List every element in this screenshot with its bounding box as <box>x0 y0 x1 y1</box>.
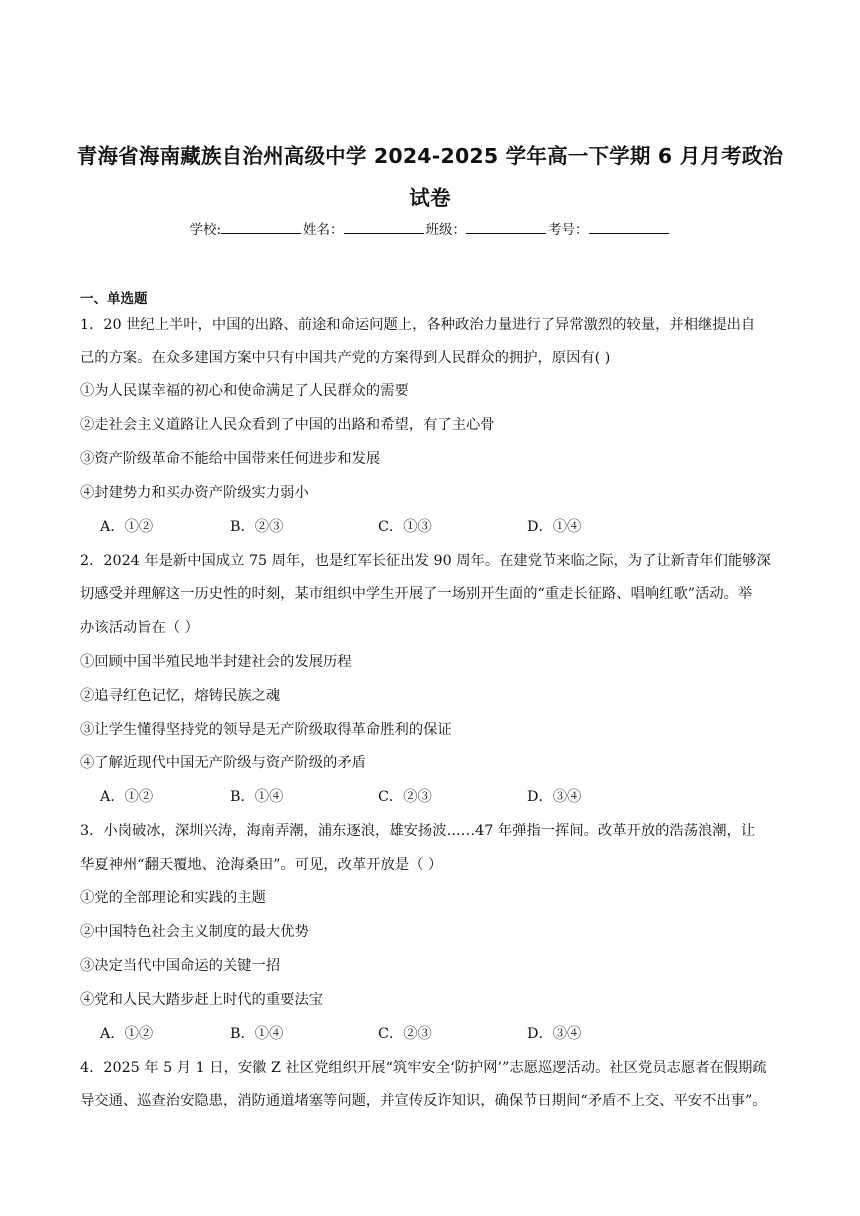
question-1-statement-4: ④封建势力和买办资产阶级实力弱小 <box>80 485 309 501</box>
question-1-stem-line-2: 己的方案。在众多建国方案中只有中国共产党的方案得到人民群众的拥护，原因有( ) <box>80 350 611 366</box>
question-3-statement-4: ④党和人民大踏步赶上时代的重要法宝 <box>80 992 324 1008</box>
name-blank[interactable] <box>344 221 424 234</box>
class-blank[interactable] <box>466 221 546 234</box>
question-3-option-c[interactable]: C．②③ <box>378 1026 432 1042</box>
question-4-stem-line-2: 导交通、巡查治安隐患，消防通道堵塞等问题，并宣传反诈知识，确保节日期间“矛盾不上交、平安不出事”。 <box>80 1093 767 1109</box>
class-label: 班级： <box>425 222 467 238</box>
question-1-option-d[interactable]: D．①④ <box>527 519 582 535</box>
question-3-stem-line-1: 3．小岗破冰，深圳兴涛，海南弄潮，浦东逐浪，雄安扬波……47 年弹指一挥间。改革开放的浩荡浪潮，让 <box>80 823 756 839</box>
question-2-statement-1: ①回顾中国半殖民地半封建社会的发展历程 <box>80 654 352 670</box>
exam-number-label: 考号： <box>548 222 589 238</box>
question-2-options <box>100 787 800 807</box>
question-1-options <box>100 517 800 537</box>
question-4-stem-line-1: 4．2025 年 5 月 1 日，安徽 Z 社区党组织开展“筑牢安全‘防护网’”志愿巡逻活动。社区党员志愿者在假期疏 <box>80 1060 767 1076</box>
question-2-option-b[interactable]: B．①④ <box>230 789 284 805</box>
page-title: 青海省海南藏族自治州高级中学 2024-2025 学年高一下学期 6 月月考政治 <box>76 144 784 168</box>
question-2-statement-4: ④了解近现代中国无产阶级与资产阶级的矛盾 <box>80 755 366 771</box>
student-info-row <box>0 218 860 238</box>
question-1-statement-2: ②走社会主义道路让人民众看到了中国的出路和希望，有了主心骨 <box>80 417 495 433</box>
question-3-options <box>100 1024 800 1044</box>
school-blank[interactable] <box>221 221 301 234</box>
section-heading: 一、单选题 <box>80 291 148 307</box>
question-1-option-b[interactable]: B．②③ <box>230 519 284 535</box>
exam-number-blank[interactable] <box>589 221 669 234</box>
question-2-stem-line-3: 办该活动旨在（ ） <box>80 620 199 636</box>
school-label: 学校: <box>189 222 222 238</box>
question-2-option-d[interactable]: D．③④ <box>527 789 582 805</box>
question-2-option-a[interactable]: A．①② <box>100 789 154 805</box>
question-3-option-b[interactable]: B．①④ <box>230 1026 284 1042</box>
question-2-statement-2: ②追寻红色记忆，熔铸民族之魂 <box>80 688 281 704</box>
question-1-statement-3: ③资产阶级革命不能给中国带来任何进步和发展 <box>80 451 381 467</box>
name-label: 姓名： <box>303 222 344 238</box>
question-2-stem-line-1: 2．2024 年是新中国成立 75 周年，也是红军长征出发 90 周年。在建党节来临之际，为了让新青年们能够深 <box>80 553 771 569</box>
question-1-option-a[interactable]: A．①② <box>100 519 154 535</box>
question-1-statement-1: ①为人民谋幸福的初心和使命满足了人民群众的需要 <box>80 383 409 399</box>
question-1-option-c[interactable]: C．①③ <box>378 519 432 535</box>
page-title-line2: 试卷 <box>409 186 451 210</box>
question-3-statement-1: ①党的全部理论和实践的主题 <box>80 890 266 906</box>
question-3-stem-line-2: 华夏神州“翻天覆地、沧海桑田”。可见，改革开放是（ ） <box>80 857 443 873</box>
question-3-option-a[interactable]: A．①② <box>100 1026 154 1042</box>
question-2-stem-line-2: 切感受并理解这一历史性的时刻，某市组织中学生开展了一场别开生面的“重走长征路、唱响红歌”活动。举 <box>80 586 753 602</box>
question-2-statement-3: ③让学生懂得坚持党的领导是无产阶级取得革命胜利的保证 <box>80 722 452 738</box>
question-1-stem-line-1: 1．20 世纪上半叶，中国的出路、前途和命运问题上，各种政治力量进行了异常激烈的较量，并相继提出自 <box>80 317 756 333</box>
question-3-statement-2: ②中国特色社会主义制度的最大优势 <box>80 924 309 940</box>
question-2-option-c[interactable]: C．②③ <box>378 789 432 805</box>
question-3-option-d[interactable]: D．③④ <box>527 1026 582 1042</box>
question-3-statement-3: ③决定当代中国命运的关键一招 <box>80 958 281 974</box>
